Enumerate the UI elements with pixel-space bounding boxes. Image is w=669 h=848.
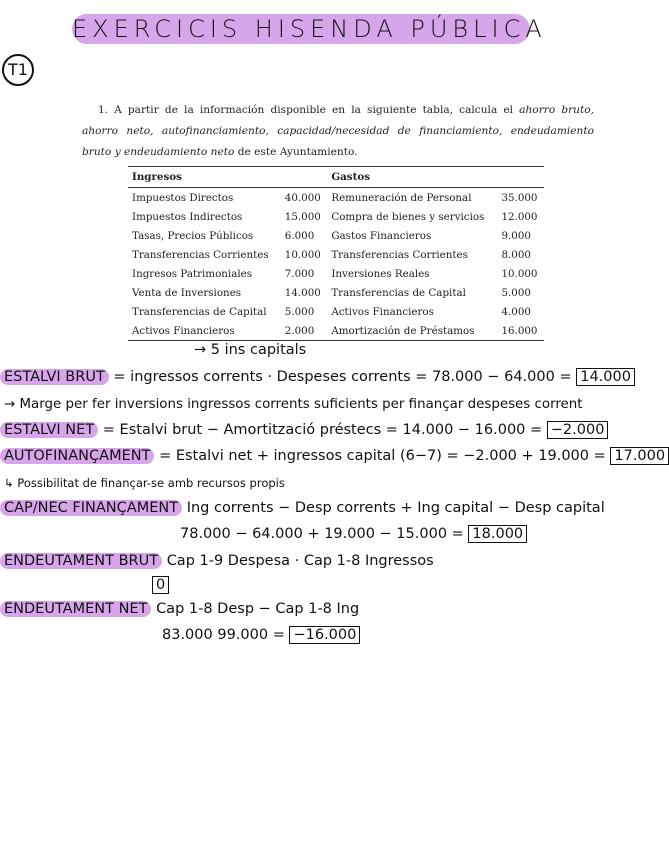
ingreso-amount: 14.000 bbox=[284, 286, 321, 299]
header-ingresos: Ingresos bbox=[132, 171, 182, 183]
autofin-note: ↳ Possibilitat de finançar-se amb recursos propis bbox=[4, 476, 285, 490]
gasto-concept: Gastos Financieros bbox=[331, 229, 432, 242]
question-text bbox=[82, 100, 594, 163]
endeut-brut-result-wrap bbox=[152, 577, 169, 593]
capnec-label: CAP/NEC FINANÇAMENT bbox=[0, 500, 182, 516]
autofin-line bbox=[0, 448, 669, 464]
gasto-amount: 16.000 bbox=[501, 324, 538, 337]
capnec-line bbox=[0, 500, 605, 516]
question-number: 1. bbox=[98, 104, 109, 116]
ingreso-amount: 40.000 bbox=[284, 191, 321, 204]
marge-note: → Marge per fer inversions ingressos corrents suficients per finançar despeses corrent bbox=[4, 397, 583, 412]
question-term-2: ahorro neto, autofinanciamiento, capacidad/necesidad de financiamiento, endeudamiento bruto bbox=[82, 125, 594, 158]
question-term-1: ahorro bruto, bbox=[519, 104, 594, 116]
endeut-net-calc: 83.000 99.000 = bbox=[162, 627, 285, 643]
autofin-result: 17.000 bbox=[610, 447, 669, 465]
estalvi-net-formula: = Estalvi brut − Amortització préstecs = 14.000 − 16.000 = bbox=[102, 422, 543, 438]
estalvi-net-label: ESTALVI NET bbox=[0, 422, 98, 438]
endeut-net-result: −16.000 bbox=[289, 626, 360, 644]
autofin-formula: = Estalvi net + ingressos capital (6−7) = −2.000 + 19.000 = bbox=[159, 448, 606, 464]
gasto-concept: Transferencias de Capital bbox=[331, 286, 466, 299]
question-outro: de este Ayuntamiento. bbox=[237, 146, 358, 158]
table-header-row bbox=[128, 167, 544, 188]
header-gastos: Gastos bbox=[331, 171, 370, 183]
gasto-amount: 10.000 bbox=[501, 267, 538, 280]
table-body bbox=[128, 188, 544, 341]
exercise-marker: T1 bbox=[2, 54, 34, 86]
capnec-formula: Ing corrents − Desp corrents + Ing capital − Desp capital bbox=[186, 500, 605, 516]
gasto-amount: 12.000 bbox=[501, 210, 538, 223]
endeut-brut-label: ENDEUTAMENT BRUT bbox=[0, 553, 162, 569]
endeut-brut-result: 0 bbox=[152, 576, 169, 594]
table-row bbox=[128, 283, 544, 302]
ingreso-concept: Impuestos Indirectos bbox=[132, 210, 243, 223]
capnec-calc-line bbox=[180, 526, 527, 542]
ingreso-concept: Ingresos Patrimoniales bbox=[132, 267, 253, 280]
ingreso-amount: 2.000 bbox=[284, 324, 315, 337]
ingreso-amount: 7.000 bbox=[284, 267, 315, 280]
budget-table bbox=[128, 166, 544, 341]
gasto-concept: Compra de bienes y servicios bbox=[331, 210, 485, 223]
header-blank-2 bbox=[497, 167, 544, 188]
autofin-label: AUTOFINANÇAMENT bbox=[0, 448, 154, 464]
capnec-result: 18.000 bbox=[468, 525, 527, 543]
ingreso-concept: Transferencias Corrientes bbox=[132, 248, 269, 261]
table-row bbox=[128, 264, 544, 283]
header-blank-1 bbox=[281, 167, 328, 188]
table-row bbox=[128, 188, 544, 208]
ingreso-concept: Activos Financieros bbox=[132, 324, 235, 337]
endeut-net-formula: Cap 1-8 Desp − Cap 1-8 Ing bbox=[156, 601, 360, 617]
gasto-amount: 4.000 bbox=[501, 305, 531, 318]
gasto-concept: Remuneración de Personal bbox=[331, 191, 472, 204]
gasto-concept: Amortización de Préstamos bbox=[331, 324, 475, 337]
ingreso-amount: 5.000 bbox=[284, 305, 315, 318]
endeut-brut-line bbox=[0, 553, 434, 569]
estalvi-brut-line bbox=[0, 369, 635, 385]
ingreso-concept: Impuestos Directos bbox=[132, 191, 234, 204]
ingreso-concept: Transferencias de Capital bbox=[132, 305, 267, 318]
table-row bbox=[128, 207, 544, 226]
estalvi-brut-result: 14.000 bbox=[576, 368, 635, 386]
gasto-concept: Activos Financieros bbox=[331, 305, 434, 318]
question-term-3: y endeudamiento neto bbox=[114, 146, 235, 158]
table-row bbox=[128, 302, 544, 321]
endeut-net-calc-line bbox=[162, 627, 360, 643]
gasto-amount: 35.000 bbox=[501, 191, 538, 204]
page-title: EXERCICIS HISENDA PÚBLICA bbox=[72, 15, 547, 43]
estalvi-brut-label: ESTALVI BRUT bbox=[0, 369, 109, 385]
table-row bbox=[128, 245, 544, 264]
ingreso-amount: 10.000 bbox=[284, 248, 321, 261]
ingreso-concept: Venta de Inversiones bbox=[132, 286, 242, 299]
endeut-net-line bbox=[0, 601, 359, 617]
capnec-calc: 78.000 − 64.000 + 19.000 − 15.000 = bbox=[180, 526, 464, 542]
gasto-amount: 8.000 bbox=[501, 248, 531, 261]
ingreso-concept: Tasas, Precios Públicos bbox=[132, 229, 254, 242]
endeut-brut-formula: Cap 1-9 Despesa · Cap 1-8 Ingressos bbox=[166, 553, 434, 569]
gasto-amount: 5.000 bbox=[501, 286, 531, 299]
endeut-net-label: ENDEUTAMENT NET bbox=[0, 601, 151, 617]
gasto-amount: 9.000 bbox=[501, 229, 531, 242]
capital-note: → 5 ins capitals bbox=[194, 342, 307, 358]
estalvi-brut-formula: = ingressos corrents · Despeses corrents = 78.000 − 64.000 = bbox=[113, 369, 572, 385]
question-intro: A partir de la información disponible en la siguiente tabla, calcula el bbox=[114, 104, 514, 116]
table-row bbox=[128, 226, 544, 245]
estalvi-net-line bbox=[0, 422, 608, 438]
table-row bbox=[128, 321, 544, 341]
gasto-concept: Inversiones Reales bbox=[331, 267, 430, 280]
estalvi-net-result: −2.000 bbox=[547, 421, 609, 439]
ingreso-amount: 6.000 bbox=[284, 229, 315, 242]
ingreso-amount: 15.000 bbox=[284, 210, 321, 223]
gasto-concept: Transferencias Corrientes bbox=[331, 248, 468, 261]
